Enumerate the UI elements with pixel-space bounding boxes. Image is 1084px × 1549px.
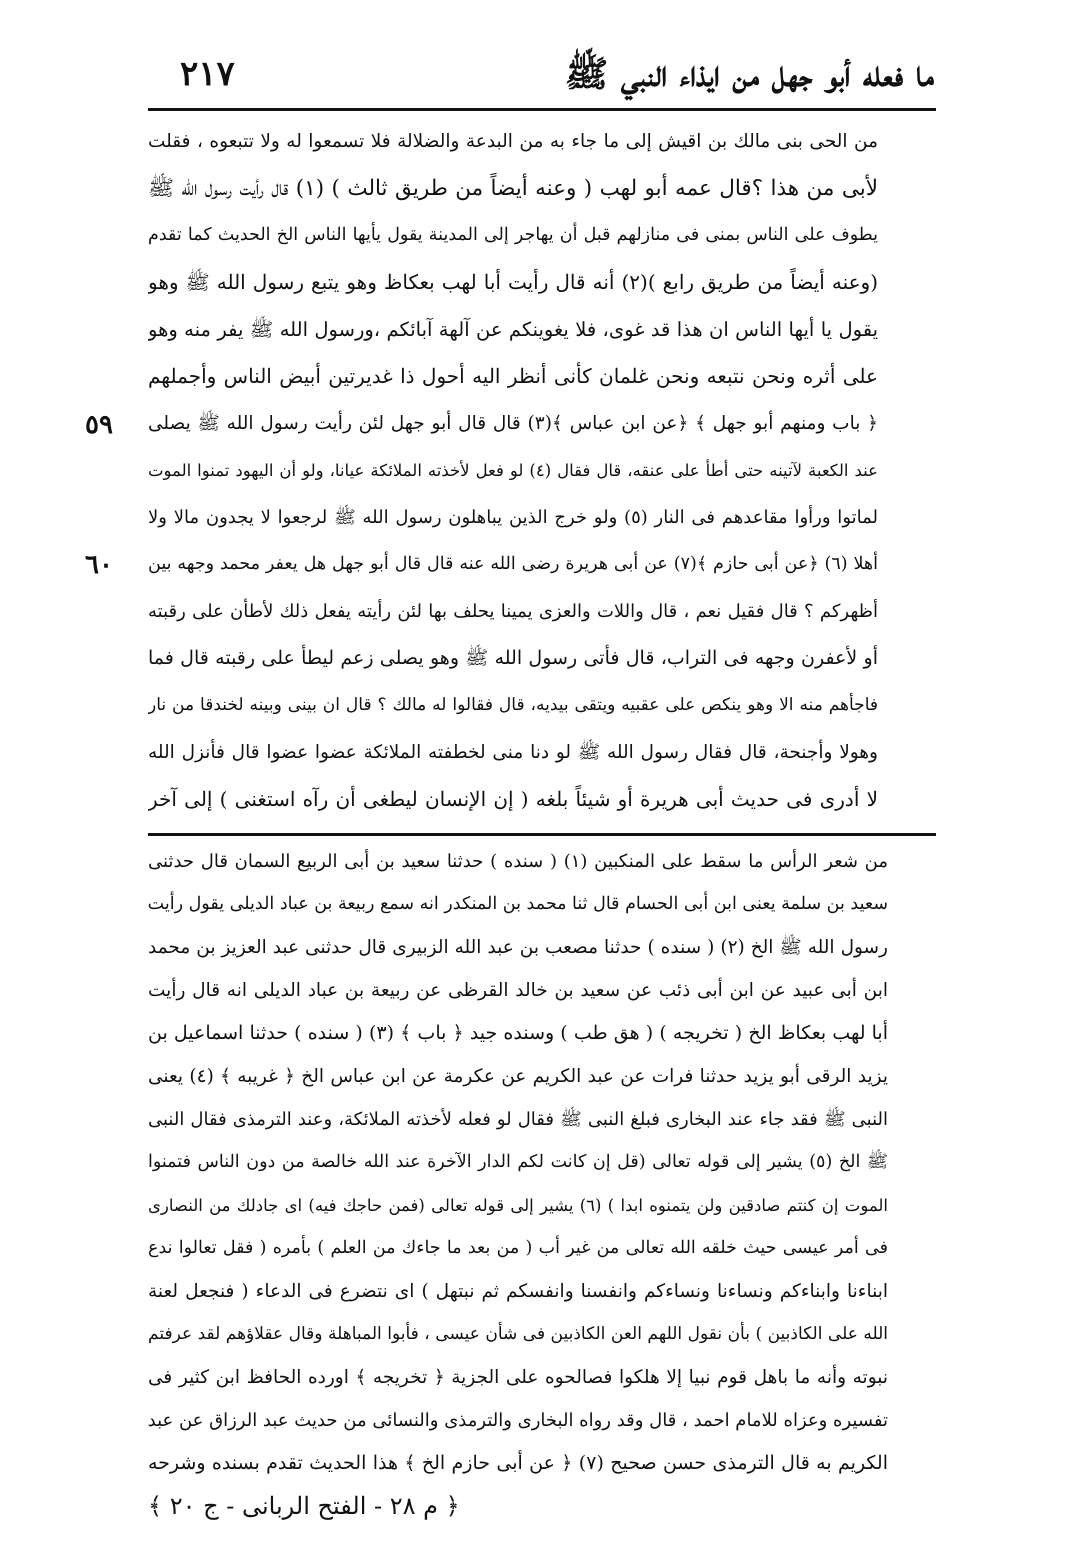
header-rule	[148, 108, 936, 111]
main-text-line: لأبى من هذا ؟قال عمه أبو لهب ( وعنه أيضاً من طريق ثالث ) (١) قال رأيت رسول الله ﷺ	[148, 176, 878, 201]
main-text-line: يقول يا أيها الناس ان هذا قد غوى، فلا يغوينكم عن آلهة آبائكم ،ورسول الله ﷺ يفر منه وهو	[148, 318, 878, 341]
footnote-separator	[148, 833, 936, 836]
footnote-line: الله على الكاذبين ) بأن نقول اللهم العن الكاذبين فى شأن عيسى ، فأبوا المباهلة وقال عقلاؤهم لقد عرفتم	[148, 1324, 888, 1344]
footnote-line: من شعر الرأس ما سقط على المنكبين (١) ( سنده ) حدثنا سعيد بن أبى الربيع السمان قال حدثنى	[148, 851, 888, 872]
main-text-line: لا أدرى فى حديث أبى هريرة أو شيئاً بلغه ( إن الإنسان ليطغى أن رآه استغنى ) إلى آخر	[148, 787, 878, 811]
footnote-line: الموت إن كنتم صادقين ولن يتمنوه ابدا ) (٦) يشير إلى قوله تعالى (فمن حاجك فيه) اى جادلك من النصارى	[148, 1196, 888, 1215]
page-number: ٢١٧	[180, 54, 235, 94]
margin-hadith-number: ٦٠	[85, 550, 113, 580]
page-header	[150, 44, 934, 104]
main-text-line: لماتوا ورأوا مقاعدهم فى النار (٥) ولو خرج الذين يباهلون رسول الله ﷺ لرجعوا لا يجدون مالا ولا	[148, 507, 878, 528]
footnote-line: يزيد الرقى أبو يزيد حدثنا فرات عن عبد الكريم عن عكرمة عن ابن عباس الخ ﴿ غريبه ﴾ (٤) يعنى	[148, 1066, 888, 1087]
main-text-line: أهلا (٦) ﴿عن أبى حازم ﴾(٧) عن أبى هريرة رضى الله عنه قال قال أبو جهل هل يعفر محمد وجهه بين	[148, 554, 878, 574]
footnote-line: نبوته وأنه ما باهل قوم نبيا إلا هلكوا فصالحوه على الجزية ﴿ تخريجه ﴾ اورده الحافظ ابن كثير فى	[148, 1367, 888, 1388]
main-text-line: (وعنه أيضاً من طريق رابع )(٢) أنه قال رأيت أبا لهب بعكاظ وهو يتبع رسول الله ﷺ وهو	[148, 270, 878, 294]
footnote-line: النبى ﷺ فقد جاء عند البخارى فبلغ النبى ﷺ فقال لو فعله لأخذته الملائكة، وعند الترمذى فقال النبى	[148, 1109, 888, 1130]
footnote-line: ابن أبى عبيد عن ابن أبى ذئب عن سعيد بن خالد القرظى عن ربيعة بن عباد الديلى انه قال رأيت	[148, 980, 888, 1001]
footnote-line: فى أمر عيسى حيث خلقه الله تعالى من غير أب ( من بعد ما جاءك من العلم ) بأمره ( فقل تعالوا ندع	[148, 1238, 888, 1258]
chapter-heading-line: ﴿ باب ومنهم أبو جهل ﴾ ﴿عن ابن عباس ﴾(٣) قال قال أبو جهل لئن رأيت رسول الله ﷺ يصلى	[148, 413, 878, 434]
footnote-line: ابناءنا وابناءكم ونساءنا ونساءكم وانفسنا وانفسكم ثم نبتهل ) اى نتضرع فى الدعاء ( فنجعل لعنة	[148, 1281, 888, 1302]
main-text-line: على أثره ونحن نتبعه ونحن غلمان كأنى أنظر اليه أحول ذا غديرتين أبيض الناس وأجملهم	[148, 364, 878, 388]
footnote-line: تفسيره وعزاه للامام احمد ، قال وقد رواه البخارى والترمذى والنسائى من حديث عبد الرزاق عن عبد	[148, 1410, 888, 1431]
footnote-line: الكريم به قال الترمذى حسن صحيح (٧) ﴿ عن أبى حازم الخ ﴾ هذا الحديث تقدم بسنده وشرحه	[148, 1452, 888, 1474]
main-text-line: عند الكعبة لآتينه حتى أطأ على عنقه، قال فقال (٤) لو فعل لأخذته الملائكة عيانا، ولو أن اليهود تمنوا الموت	[148, 461, 878, 480]
running-title: ما فعله أبو جهل من ايذاء النبي ﷺ	[564, 53, 934, 95]
main-text-line: من الحى بنى مالك بن اقيش إلى ما جاء به من البدعة والضلالة فلا تسمعوا له ولا تتبعوه ، فقلت	[148, 131, 878, 152]
margin-hadith-number: ٥٩	[85, 410, 113, 440]
footnotes-block	[148, 840, 888, 1528]
footnote-line: سعيد بن سلمة يعنى ابن أبى الحسام قال ثنا محمد بن المنكدر انه سمع ربيعة بن عباد الديلى يقول رأيت	[148, 894, 888, 914]
main-text-block	[148, 118, 878, 823]
main-text-line: يطوف على الناس بمنى فى منازلهم قبل أن يهاجر إلى المدينة يقول يأيها الناس الخ الحديث كما تقدم	[148, 225, 878, 245]
main-text-line: فاجأهم منه الا وهو ينكص على عقبيه ويتقى بيديه، قال فقالوا له مالك ؟ قال ان بينى وبينه لخندقا من نار	[148, 695, 878, 715]
footnote-line: رسول الله ﷺ الخ (٢) ( سنده ) حدثنا مصعب بن عبد الله الزبيرى قال حدثنى عبد العزيز بن محمد	[148, 937, 888, 958]
footnote-line: أبا لهب بعكاظ الخ ( تخريجه ) ( هق طب ) وسنده جيد ﴿ باب ﴾ (٣) ( سنده ) حدثنا اسماعيل بن	[148, 1022, 888, 1044]
main-text-line: وهولا وأجنحة، قال فقال رسول الله ﷺ لو دنا منى لخطفته الملائكة عضوا عضوا قال فأنزل الله	[148, 742, 878, 763]
main-text-line: أظهركم ؟ قال فقيل نعم ، قال واللات والعزى يمينا يحلف بها لئن رأيته يفعل ذلك لأطأن على رقبته	[148, 601, 878, 622]
signature-mark: ﴿ م ٢٨ - الفتح الربانى - ج ٢٠ ﴾	[148, 1492, 460, 1520]
main-text-line: أو لأعفرن وجهه فى التراب، قال فأتى رسول الله ﷺ وهو يصلى زعم ليطأ على رقبته قال فما	[148, 647, 878, 669]
footnote-line: ﷺ الخ (٥) يشير إلى قوله تعالى (قل إن كانت لكم الدار الآخرة عند الله خالصة من دون الناس فتمنوا	[148, 1152, 888, 1172]
